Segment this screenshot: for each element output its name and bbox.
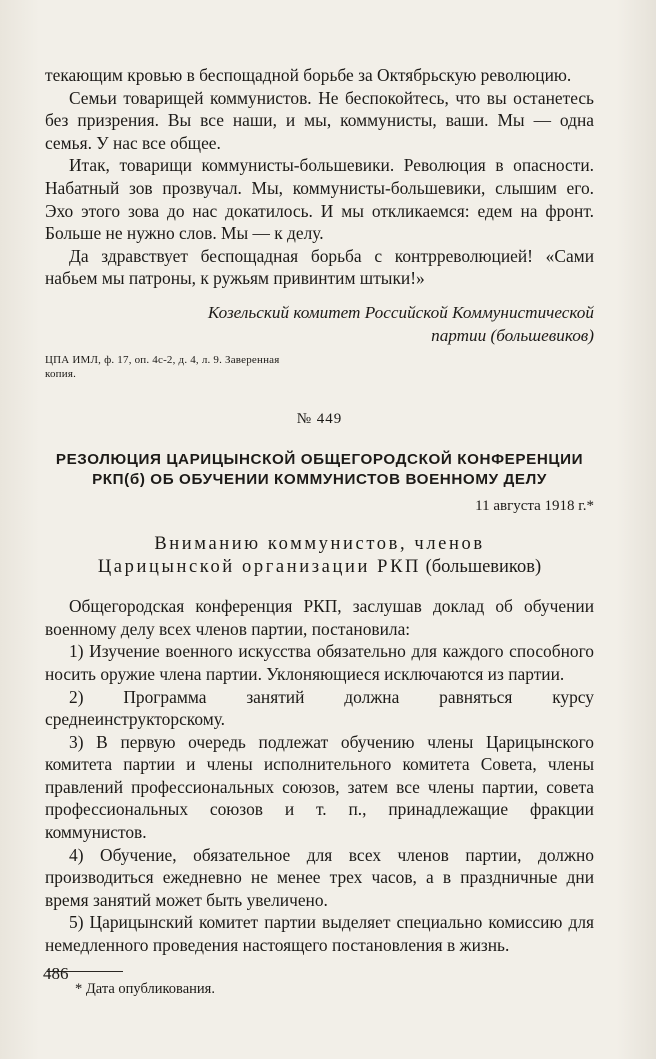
text-column <box>45 64 594 998</box>
signature-line-1: Козельский комитет Российской Коммунистической <box>207 302 594 322</box>
resolution-point-4: 4) Обучение, обязательное для всех членов партии, должно производиться ежедневно не менее трех часов, а в праздничные дни время занятий может быть увеличено. <box>45 844 594 910</box>
document-title: РЕЗОЛЮЦИЯ ЦАРИЦЫНСКОЙ ОБЩЕГОРОДСКОЙ КОНФЕРЕНЦИИ РКП(б) ОБ ОБУЧЕНИИ КОММУНИСТОВ ВОЕННОМУ ДЕЛУ <box>55 451 584 489</box>
paragraph-revolution: Итак, товарищи коммунисты-большевики. Революция в опасности. Набатный зов прозвучал. Мы, коммунисты-большевики, слышим его. Эхо этого зова до нас докатилось. И мы откликаемся: едем на фронт. Больше не нужно слов. Мы — к делу. <box>45 155 594 244</box>
document-date: 11 августа 1918 г.* <box>475 498 594 515</box>
appeal-line-2 <box>45 556 594 579</box>
signature-line-2: партии (большевиков) <box>431 325 594 345</box>
continuation-text: текающим кровью в беспощадной борьбе за Октябрьскую революцию. <box>45 65 572 85</box>
resolution-point-3: 3) В первую очередь подлежат обучению члены Царицынского комитета партии и члены исполнительного комитета Совета, члены правлений профессиональных союзов, затем все члены партии, совета профессиональных союзов и т. п., принадлежащие фракции коммунистов. <box>45 731 594 843</box>
appeal-line-2-rest: (большевиков) <box>420 557 542 578</box>
page-number: 486 <box>43 964 69 983</box>
footnote: * Дата опубликования. <box>75 980 215 997</box>
document-number: № 449 <box>296 411 343 428</box>
resolution-point-5: 5) Царицынский комитет партии выделяет специально комиссию для немедленного проведения настоящего постановления в жизнь. <box>45 912 594 956</box>
resolution-point-2: 2) Программа занятий должна равняться курсу среднеинструкторскому. <box>45 686 594 730</box>
signature <box>45 302 594 347</box>
resolution-intro: Общегородская конференция РКП, заслушав доклад об обучении военному делу всех членов партии, постановила: <box>45 596 594 639</box>
archive-source-note: ЦПА ИМЛ, ф. 17, оп. 4с-2, д. 4, л. 9. Заверенная копия. <box>45 354 280 381</box>
appeal-heading <box>45 533 594 579</box>
paragraph-families: Семьи товарищей коммунистов. Не беспокойтесь, что вы останетесь без призрения. Вы все наши, и мы, коммунисты, ваши. Мы — одна семья. У нас все общее. <box>45 87 594 153</box>
paragraph-slogan: Да здравствует беспощадная борьба с контрреволюцией! «Сами набьем мы патроны, к ружьям привинтим штыки!» <box>45 245 594 289</box>
appeal-line-1: Вниманию коммунистов, членов <box>154 534 485 555</box>
resolution-point-1: 1) Изучение военного искусства обязательно для каждого способного носить оружие члена партии. Уклоняющиеся исключаются из партии. <box>45 641 594 684</box>
appeal-line-2-spaced: Царицынской организации РКП <box>97 557 421 578</box>
